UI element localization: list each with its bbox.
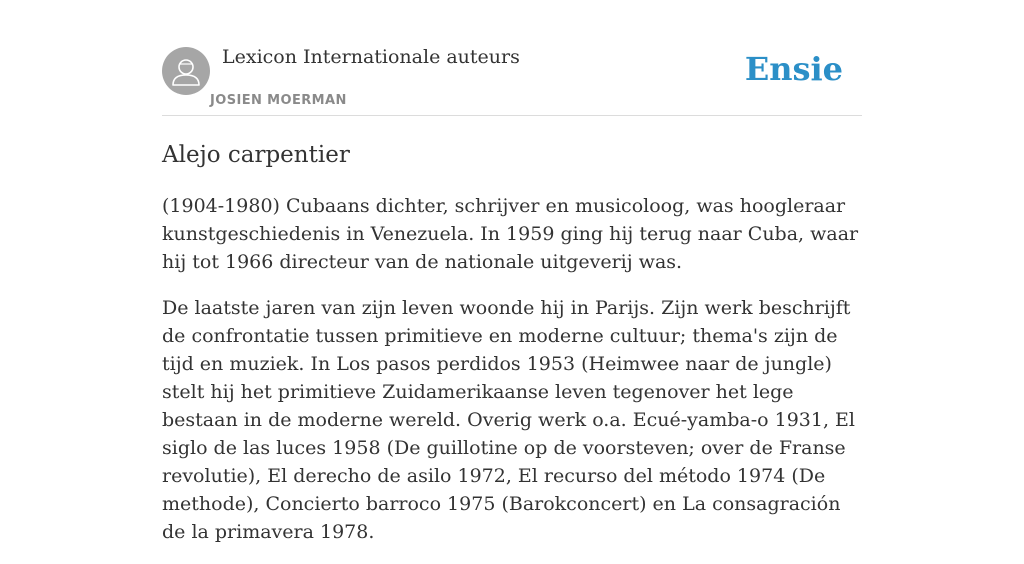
article-paragraph: (1904-1980) Cubaans dichter, schrijver en musicoloog, was hoogleraar kunstgeschiedenis in Venezuela. In 1959 ging hij terug naar Cuba, waar hij tot 1966 directeur van de nationale uitgeverij was. bbox=[162, 195, 859, 273]
collection-title-link[interactable]: Lexicon Internationale auteurs bbox=[222, 46, 520, 68]
page-header bbox=[162, 0, 862, 116]
author-name-link[interactable]: JOSIEN MOERMAN bbox=[210, 93, 347, 108]
article-title: Alejo carpentier bbox=[162, 142, 350, 168]
user-silhouette-icon bbox=[162, 47, 210, 95]
article-paragraph: De laatste jaren van zijn leven woonde hij in Parijs. Zijn werk beschrijft de confrontatie tussen primitieve en moderne cultuur; thema's zijn de tijd en muziek. In Los pasos perdidos 1953 (Heimwee naar de jungle) stelt hij het primitieve Zuidamerikaanse leven tegenover het lege bestaan in de moderne wereld. Overig werk o.a. Ecué-yamba-o 1931, El siglo de las luces 1958 (De guillotine op de voorsteven; over de Franse revolutie), El derecho de asilo 1972, El recurso del método 1974 (De methode), Concierto barroco 1975 (Barokconcert) en La consagración de la primavera 1978. bbox=[162, 297, 856, 543]
brand-logo[interactable]: Ensie bbox=[744, 50, 843, 88]
author-avatar[interactable] bbox=[162, 47, 210, 95]
article bbox=[162, 140, 864, 564]
